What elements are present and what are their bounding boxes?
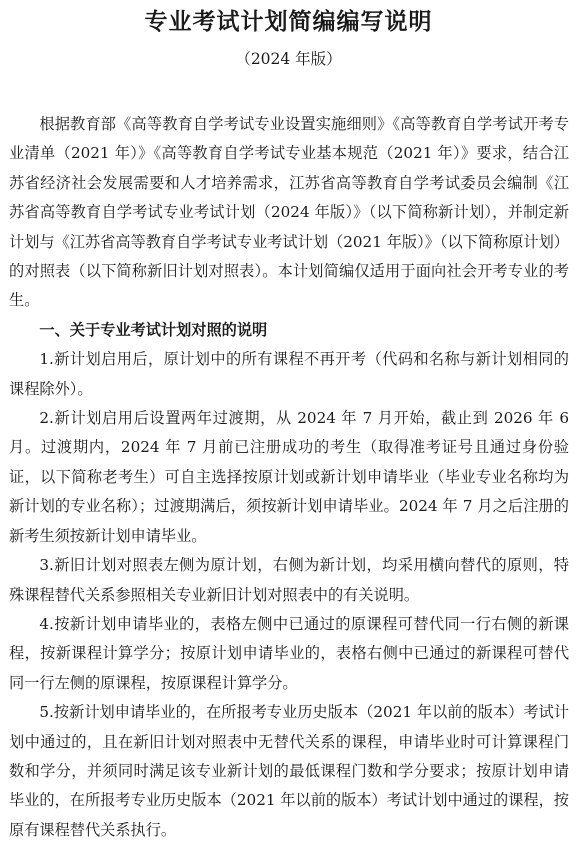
document-title: 专业考试计划简编编写说明: [144, 9, 433, 35]
section-heading: 一、关于专业考试计划对照的说明: [39, 320, 268, 339]
list-item-4: 4.按新计划申请毕业的，表格左侧中已通过的原课程可替代同一行右侧的新课程，按新课程计算学分；按原计划申请毕业的，表格右侧中已通过的新课程可替代同一行左侧的原课程，按原课程计算学分。: [9, 614, 569, 692]
list-item-1: 1.新计划启用后，原计划中的所有课程不再开考（代码和名称与新计划相同的课程除外）。: [9, 350, 569, 398]
document-body: [9, 110, 569, 845]
list-item-3: 3.新旧计划对照表左侧为原计划，右侧为新计划，均采用横向替代的原则，特殊课程替代关系参照相关专业新旧计划对照表中的有关说明。: [9, 556, 569, 604]
list-item-2: 2.新计划启用后设置两年过渡期，从 2024 年 7 月开始，截止到 2026 年 6 月。过渡期内，2024 年 7 月前已注册成功的考生（取得准考证号且通过身份验证，以下简称老考生）可自主选择按原计划或新计划申请毕业（毕业专业名称均为新计划的专业名称）；过渡期满后，须按新计划申请毕业。2024 年 7 月之后注册的新考生须按新计划申请毕业。: [9, 409, 569, 545]
document-edition: （2024 年版）: [235, 50, 342, 68]
intro-paragraph: 根据教育部《高等教育自学考试专业设置实施细则》《高等教育自学考试开考专业清单（2021 年）》《高等教育自学考试专业基本规范（2021 年）》要求，结合江苏省经济社会发展需要和人才培养需求，江苏省高等教育自学考试委员会编制《江苏省高等教育自学考试专业考试计划（2024 年版）》（以下简称新计划），并制定新计划与《江苏省高等教育自学考试专业考试计划（2021 年版）》（以下简称原计划）的对照表（以下简称新旧计划对照表）。本计划简编仅适用于面向社会开考专业的考生。: [9, 115, 569, 310]
list-item-5: 5.按新计划申请毕业的，在所报考专业历史版本（2021 年以前的版本）考试计划中通过的，且在新旧计划对照表中无替代关系的课程，申请毕业时可计算课程门数和学分，并须同时满足该专业新计划的最低课程门数和学分要求；按原计划申请毕业的，在所报考专业历史版本（2021 年以前的版本）考试计划中通过的课程，按原有课程替代关系执行。: [9, 703, 569, 839]
